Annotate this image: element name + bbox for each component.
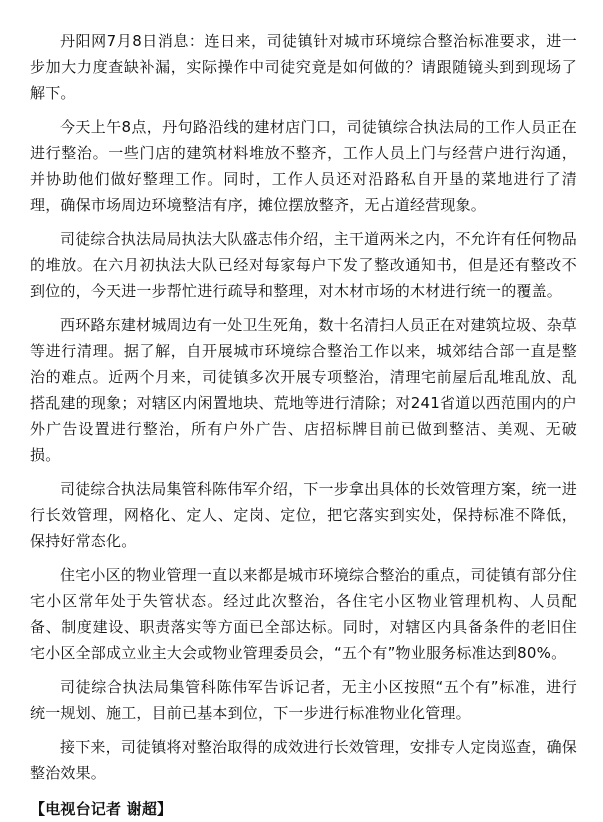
paragraph: 丹阳网7月8日消息：连日来，司徒镇针对城市环境综合整治标准要求，进一步加大力度查缺补漏，实际操作中司徒究竟是如何做的？请跟随镜头到到现场了解下。 [30,32,577,102]
paragraph: 今天上午8点，丹句路沿线的建材店门口，司徒镇综合执法局的工作人员正在进行整治。一些门店的建筑材料堆放不整齐，工作人员上门与经营户进行沟通，并协助他们做好整理工作。同时，工作人员还对沿路私自开垦的菜地进行了清理，确保市场周边环境整洁有序，摊位摆放整齐，无占道经营现象。 [30,118,577,214]
paragraph: 司徒综合执法局局执法大队盛志伟介绍，主干道两米之内，不允许有任何物品的堆放。在六月初执法大队已经对每家每户下发了整改通知书，但是还有整改不到位的，今天进一步帮忙进行疏导和整理，对木材市场的木材进行统一的覆盖。 [30,230,577,300]
reporter-signature: 【电视台记者 谢超】 [30,800,173,818]
article-body [30,28,577,822]
paragraph: 西环路东建材城周边有一处卫生死角，数十名清扫人员正在对建筑垃圾、杂草等进行清理。据了解，自开展城市环境综合整治工作以来，城郊结合部一直是整治的难点。近两个月来，司徒镇多次开展专项整治，清理宅前屋后乱堆乱放、乱搭乱建的现象；对辖区内闲置地块、荒地等进行清除；对241省道以西范围内的户外广告设置进行整治，所有户外广告、店招标牌目前已做到整洁、美观、无破损。 [30,316,577,464]
paragraph: 住宅小区的物业管理一直以来都是城市环境综合整治的重点，司徒镇有部分住宅小区常年处于失管状态。经过此次整治，各住宅小区物业管理机构、人员配备、制度建设、职责落实等方面已全部达标。同时，对辖区内具备条件的老旧住宅小区全部成立业主大会或物业管理委员会，“五个有”物业服务标准达到80%。 [30,566,577,662]
paragraph: 接下来，司徒镇将对整治取得的成效进行长效管理，安排专人定岗巡查，确保整治效果。 [30,738,577,782]
paragraph: 司徒综合执法局集管科陈伟军告诉记者，无主小区按照“五个有”标准，进行统一规划、施工，目前已基本到位，下一步进行标准物业化管理。 [30,678,577,722]
paragraph: 司徒综合执法局集管科陈伟军介绍，下一步拿出具体的长效管理方案，统一进行长效管理，网格化、定人、定岗、定位，把它落实到实处，保持标准不降低，保持好常态化。 [30,480,577,550]
